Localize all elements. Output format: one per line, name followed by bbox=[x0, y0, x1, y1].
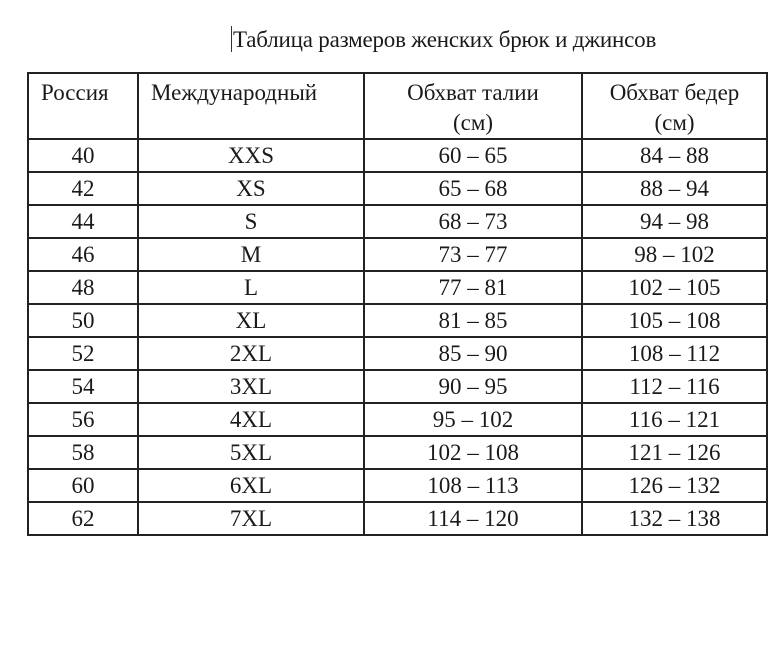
table-title-text: Таблица размеров женских брюк и джинсов bbox=[233, 27, 657, 52]
cell-waist: 95 – 102 bbox=[364, 403, 582, 436]
cell-russia: 44 bbox=[28, 205, 138, 238]
cell-waist: 85 – 90 bbox=[364, 337, 582, 370]
table-row bbox=[28, 436, 767, 469]
cell-waist: 77 – 81 bbox=[364, 271, 582, 304]
table-row bbox=[28, 172, 767, 205]
cell-hips: 88 – 94 bbox=[582, 172, 767, 205]
cell-russia: 58 bbox=[28, 436, 138, 469]
header-international-label: Международный bbox=[151, 80, 318, 105]
cell-international: 3XL bbox=[138, 370, 364, 403]
cell-russia: 54 bbox=[28, 370, 138, 403]
cell-international: 6XL bbox=[138, 469, 364, 502]
header-hips bbox=[582, 73, 767, 139]
cell-international: XXS bbox=[138, 139, 364, 172]
cell-international: 2XL bbox=[138, 337, 364, 370]
table-row bbox=[28, 370, 767, 403]
cell-waist: 102 – 108 bbox=[364, 436, 582, 469]
table-row bbox=[28, 403, 767, 436]
cell-hips: 132 – 138 bbox=[582, 502, 767, 535]
header-russia-label: Россия bbox=[41, 80, 109, 105]
cell-waist: 68 – 73 bbox=[364, 205, 582, 238]
header-russia bbox=[28, 73, 138, 139]
text-cursor bbox=[231, 26, 232, 52]
header-hips-unit: (см) bbox=[654, 110, 695, 135]
table-row bbox=[28, 238, 767, 271]
cell-international: M bbox=[138, 238, 364, 271]
cell-hips: 102 – 105 bbox=[582, 271, 767, 304]
cell-russia: 56 bbox=[28, 403, 138, 436]
cell-hips: 121 – 126 bbox=[582, 436, 767, 469]
size-table bbox=[27, 72, 768, 536]
cell-russia: 46 bbox=[28, 238, 138, 271]
table-row bbox=[28, 205, 767, 238]
cell-waist: 60 – 65 bbox=[364, 139, 582, 172]
cell-russia: 40 bbox=[28, 139, 138, 172]
cell-waist: 73 – 77 bbox=[364, 238, 582, 271]
table-row bbox=[28, 304, 767, 337]
cell-hips: 105 – 108 bbox=[582, 304, 767, 337]
cell-international: 4XL bbox=[138, 403, 364, 436]
header-waist bbox=[364, 73, 582, 139]
cell-russia: 48 bbox=[28, 271, 138, 304]
cell-russia: 62 bbox=[28, 502, 138, 535]
header-waist-label: Обхват талии bbox=[407, 80, 539, 105]
cell-international: L bbox=[138, 271, 364, 304]
cell-international: S bbox=[138, 205, 364, 238]
header-waist-unit: (см) bbox=[452, 110, 494, 135]
cell-russia: 42 bbox=[28, 172, 138, 205]
cell-waist: 108 – 113 bbox=[364, 469, 582, 502]
cell-international: XL bbox=[138, 304, 364, 337]
table-row bbox=[28, 139, 767, 172]
cell-hips: 116 – 121 bbox=[582, 403, 767, 436]
cell-russia: 50 bbox=[28, 304, 138, 337]
table-body bbox=[28, 139, 767, 535]
cell-waist: 65 – 68 bbox=[364, 172, 582, 205]
table-row bbox=[28, 469, 767, 502]
header-hips-label: Обхват бедер bbox=[609, 80, 740, 105]
table-title bbox=[231, 26, 656, 53]
table-row bbox=[28, 502, 767, 535]
cell-international: 5XL bbox=[138, 436, 364, 469]
table-row bbox=[28, 337, 767, 370]
cell-hips: 112 – 116 bbox=[582, 370, 767, 403]
table-row bbox=[28, 271, 767, 304]
header-row bbox=[28, 73, 767, 139]
cell-hips: 94 – 98 bbox=[582, 205, 767, 238]
cell-russia: 60 bbox=[28, 469, 138, 502]
cell-waist: 114 – 120 bbox=[364, 502, 582, 535]
cell-hips: 84 – 88 bbox=[582, 139, 767, 172]
cell-russia: 52 bbox=[28, 337, 138, 370]
cell-international: 7XL bbox=[138, 502, 364, 535]
cell-waist: 81 – 85 bbox=[364, 304, 582, 337]
header-international bbox=[138, 73, 364, 139]
cell-hips: 108 – 112 bbox=[582, 337, 767, 370]
cell-hips: 126 – 132 bbox=[582, 469, 767, 502]
cell-hips: 98 – 102 bbox=[582, 238, 767, 271]
cell-international: XS bbox=[138, 172, 364, 205]
cell-waist: 90 – 95 bbox=[364, 370, 582, 403]
